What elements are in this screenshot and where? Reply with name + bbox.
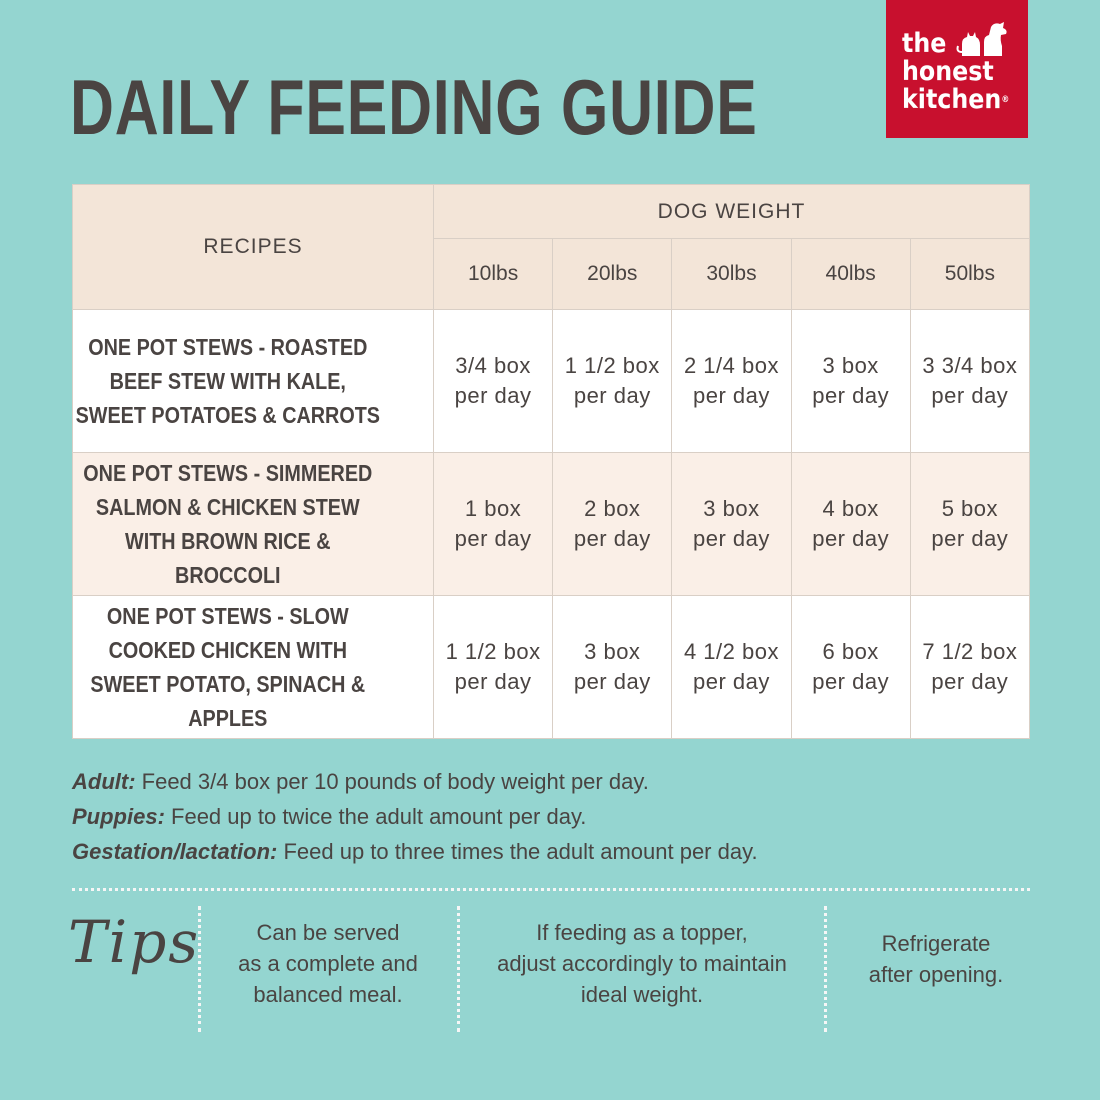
recipe-name-text: ONE POT STEWS - ROASTED BEEF STEW WITH KALE, SWEET POTATOES & CARROTS bbox=[75, 334, 381, 428]
recipes-header: RECIPES bbox=[73, 185, 434, 310]
page-title: DAILY FEEDING GUIDE bbox=[70, 63, 758, 151]
brand-line-honest: honest bbox=[902, 56, 994, 87]
amount-unit: per day bbox=[931, 669, 1009, 694]
note-puppies bbox=[72, 799, 1032, 834]
tip-line: after opening. bbox=[868, 962, 1004, 987]
feeding-amount bbox=[672, 453, 791, 596]
feeding-amount bbox=[910, 453, 1029, 596]
amount-unit: per day bbox=[454, 526, 532, 551]
tip-line: adjust accordingly to maintain bbox=[497, 951, 787, 976]
weight-col-50lbs: 50lbs bbox=[910, 239, 1029, 310]
amount-qty: 4 box bbox=[822, 496, 879, 521]
feeding-amount bbox=[672, 596, 791, 739]
feeding-amount bbox=[791, 310, 910, 453]
amount-qty: 2 1/4 box bbox=[683, 353, 779, 378]
amount-qty: 1 box bbox=[464, 496, 522, 521]
tip-line: ideal weight. bbox=[580, 982, 704, 1007]
weight-col-20lbs: 20lbs bbox=[553, 239, 672, 310]
tip-line: Can be served bbox=[256, 920, 400, 945]
recipe-name bbox=[73, 310, 434, 453]
recipe-name bbox=[73, 453, 434, 596]
amount-unit: per day bbox=[812, 383, 890, 408]
recipe-name-text: ONE POT STEWS - SLOW COOKED CHICKEN WITH SWEET POTATO, SPINACH & APPLES bbox=[90, 603, 366, 731]
amount-unit: per day bbox=[693, 383, 770, 408]
amount-qty: 3 box bbox=[584, 639, 641, 664]
tips-heading: Tips bbox=[68, 908, 201, 976]
tip-line: as a complete and bbox=[238, 951, 418, 976]
feeding-amount bbox=[910, 596, 1029, 739]
note-label: Adult: bbox=[72, 769, 136, 794]
table-row bbox=[73, 453, 1030, 596]
tip-line: If feeding as a topper, bbox=[536, 920, 748, 945]
weight-col-10lbs: 10lbs bbox=[434, 239, 553, 310]
feeding-amount bbox=[910, 310, 1029, 453]
feeding-amount bbox=[434, 453, 553, 596]
amount-qty: 2 box bbox=[584, 496, 641, 521]
weight-col-40lbs: 40lbs bbox=[791, 239, 910, 310]
feeding-notes bbox=[72, 764, 1032, 869]
tip-line: Refrigerate bbox=[881, 931, 991, 956]
dotted-separator bbox=[198, 906, 201, 1032]
feeding-amount bbox=[553, 310, 672, 453]
amount-qty: 6 box bbox=[822, 639, 879, 664]
amount-unit: per day bbox=[693, 526, 770, 551]
brand-line-kitchen-text: kitchen bbox=[902, 84, 1002, 115]
brand-line-kitchen bbox=[902, 86, 1013, 114]
weight-col-30lbs: 30lbs bbox=[672, 239, 791, 310]
note-text: Feed up to twice the adult amount per day. bbox=[164, 804, 587, 829]
amount-qty: 7 1/2 box bbox=[922, 639, 1018, 664]
brand-line-the: the bbox=[902, 28, 947, 59]
feeding-table bbox=[72, 184, 1030, 739]
feeding-amount bbox=[791, 596, 910, 739]
registered-mark: ® bbox=[1001, 95, 1010, 105]
feeding-amount bbox=[672, 310, 791, 453]
feeding-amount bbox=[791, 453, 910, 596]
dotted-separator bbox=[457, 906, 460, 1032]
amount-qty: 1 1/2 box bbox=[445, 639, 541, 664]
amount-qty: 1 1/2 box bbox=[564, 353, 660, 378]
dog-weight-header: DOG WEIGHT bbox=[434, 185, 1030, 239]
dotted-separator bbox=[824, 906, 827, 1032]
table-row bbox=[73, 310, 1030, 453]
note-text: Feed up to three times the adult amount per day. bbox=[277, 839, 758, 864]
feeding-amount bbox=[434, 310, 553, 453]
tip-topper bbox=[470, 917, 814, 1010]
table-header-row bbox=[73, 185, 1030, 239]
note-label: Gestation/lactation: bbox=[72, 839, 278, 864]
note-label: Puppies: bbox=[72, 804, 165, 829]
amount-qty: 4 1/2 box bbox=[683, 639, 779, 664]
amount-qty: 3/4 box bbox=[455, 353, 531, 378]
amount-unit: per day bbox=[693, 669, 770, 694]
recipe-name bbox=[73, 596, 434, 739]
amount-unit: per day bbox=[931, 383, 1009, 408]
amount-qty: 3 3/4 box bbox=[922, 353, 1018, 378]
feeding-amount bbox=[434, 596, 553, 739]
tip-serving bbox=[210, 917, 446, 1010]
amount-qty: 3 box bbox=[703, 496, 760, 521]
amount-unit: per day bbox=[931, 526, 1009, 551]
note-text: Feed 3/4 box per 10 pounds of body weight per day. bbox=[135, 769, 649, 794]
brand-logo bbox=[886, 0, 1028, 138]
note-adult bbox=[72, 764, 1032, 799]
note-gestation bbox=[72, 834, 1032, 869]
amount-unit: per day bbox=[454, 669, 532, 694]
amount-unit: per day bbox=[573, 669, 651, 694]
feeding-amount bbox=[553, 453, 672, 596]
amount-unit: per day bbox=[454, 383, 532, 408]
dotted-divider bbox=[72, 888, 1030, 891]
tip-refrigerate bbox=[838, 928, 1034, 990]
amount-unit: per day bbox=[812, 669, 890, 694]
amount-unit: per day bbox=[573, 383, 651, 408]
table-row bbox=[73, 596, 1030, 739]
amount-unit: per day bbox=[573, 526, 651, 551]
amount-qty: 5 box bbox=[941, 496, 999, 521]
amount-unit: per day bbox=[812, 526, 890, 551]
amount-qty: 3 box bbox=[822, 353, 879, 378]
tip-line: balanced meal. bbox=[253, 982, 403, 1007]
feeding-amount bbox=[553, 596, 672, 739]
recipe-name-text: ONE POT STEWS - SIMMERED SALMON & CHICKEN STEW WITH BROWN RICE & BROCCOLI bbox=[83, 460, 373, 588]
